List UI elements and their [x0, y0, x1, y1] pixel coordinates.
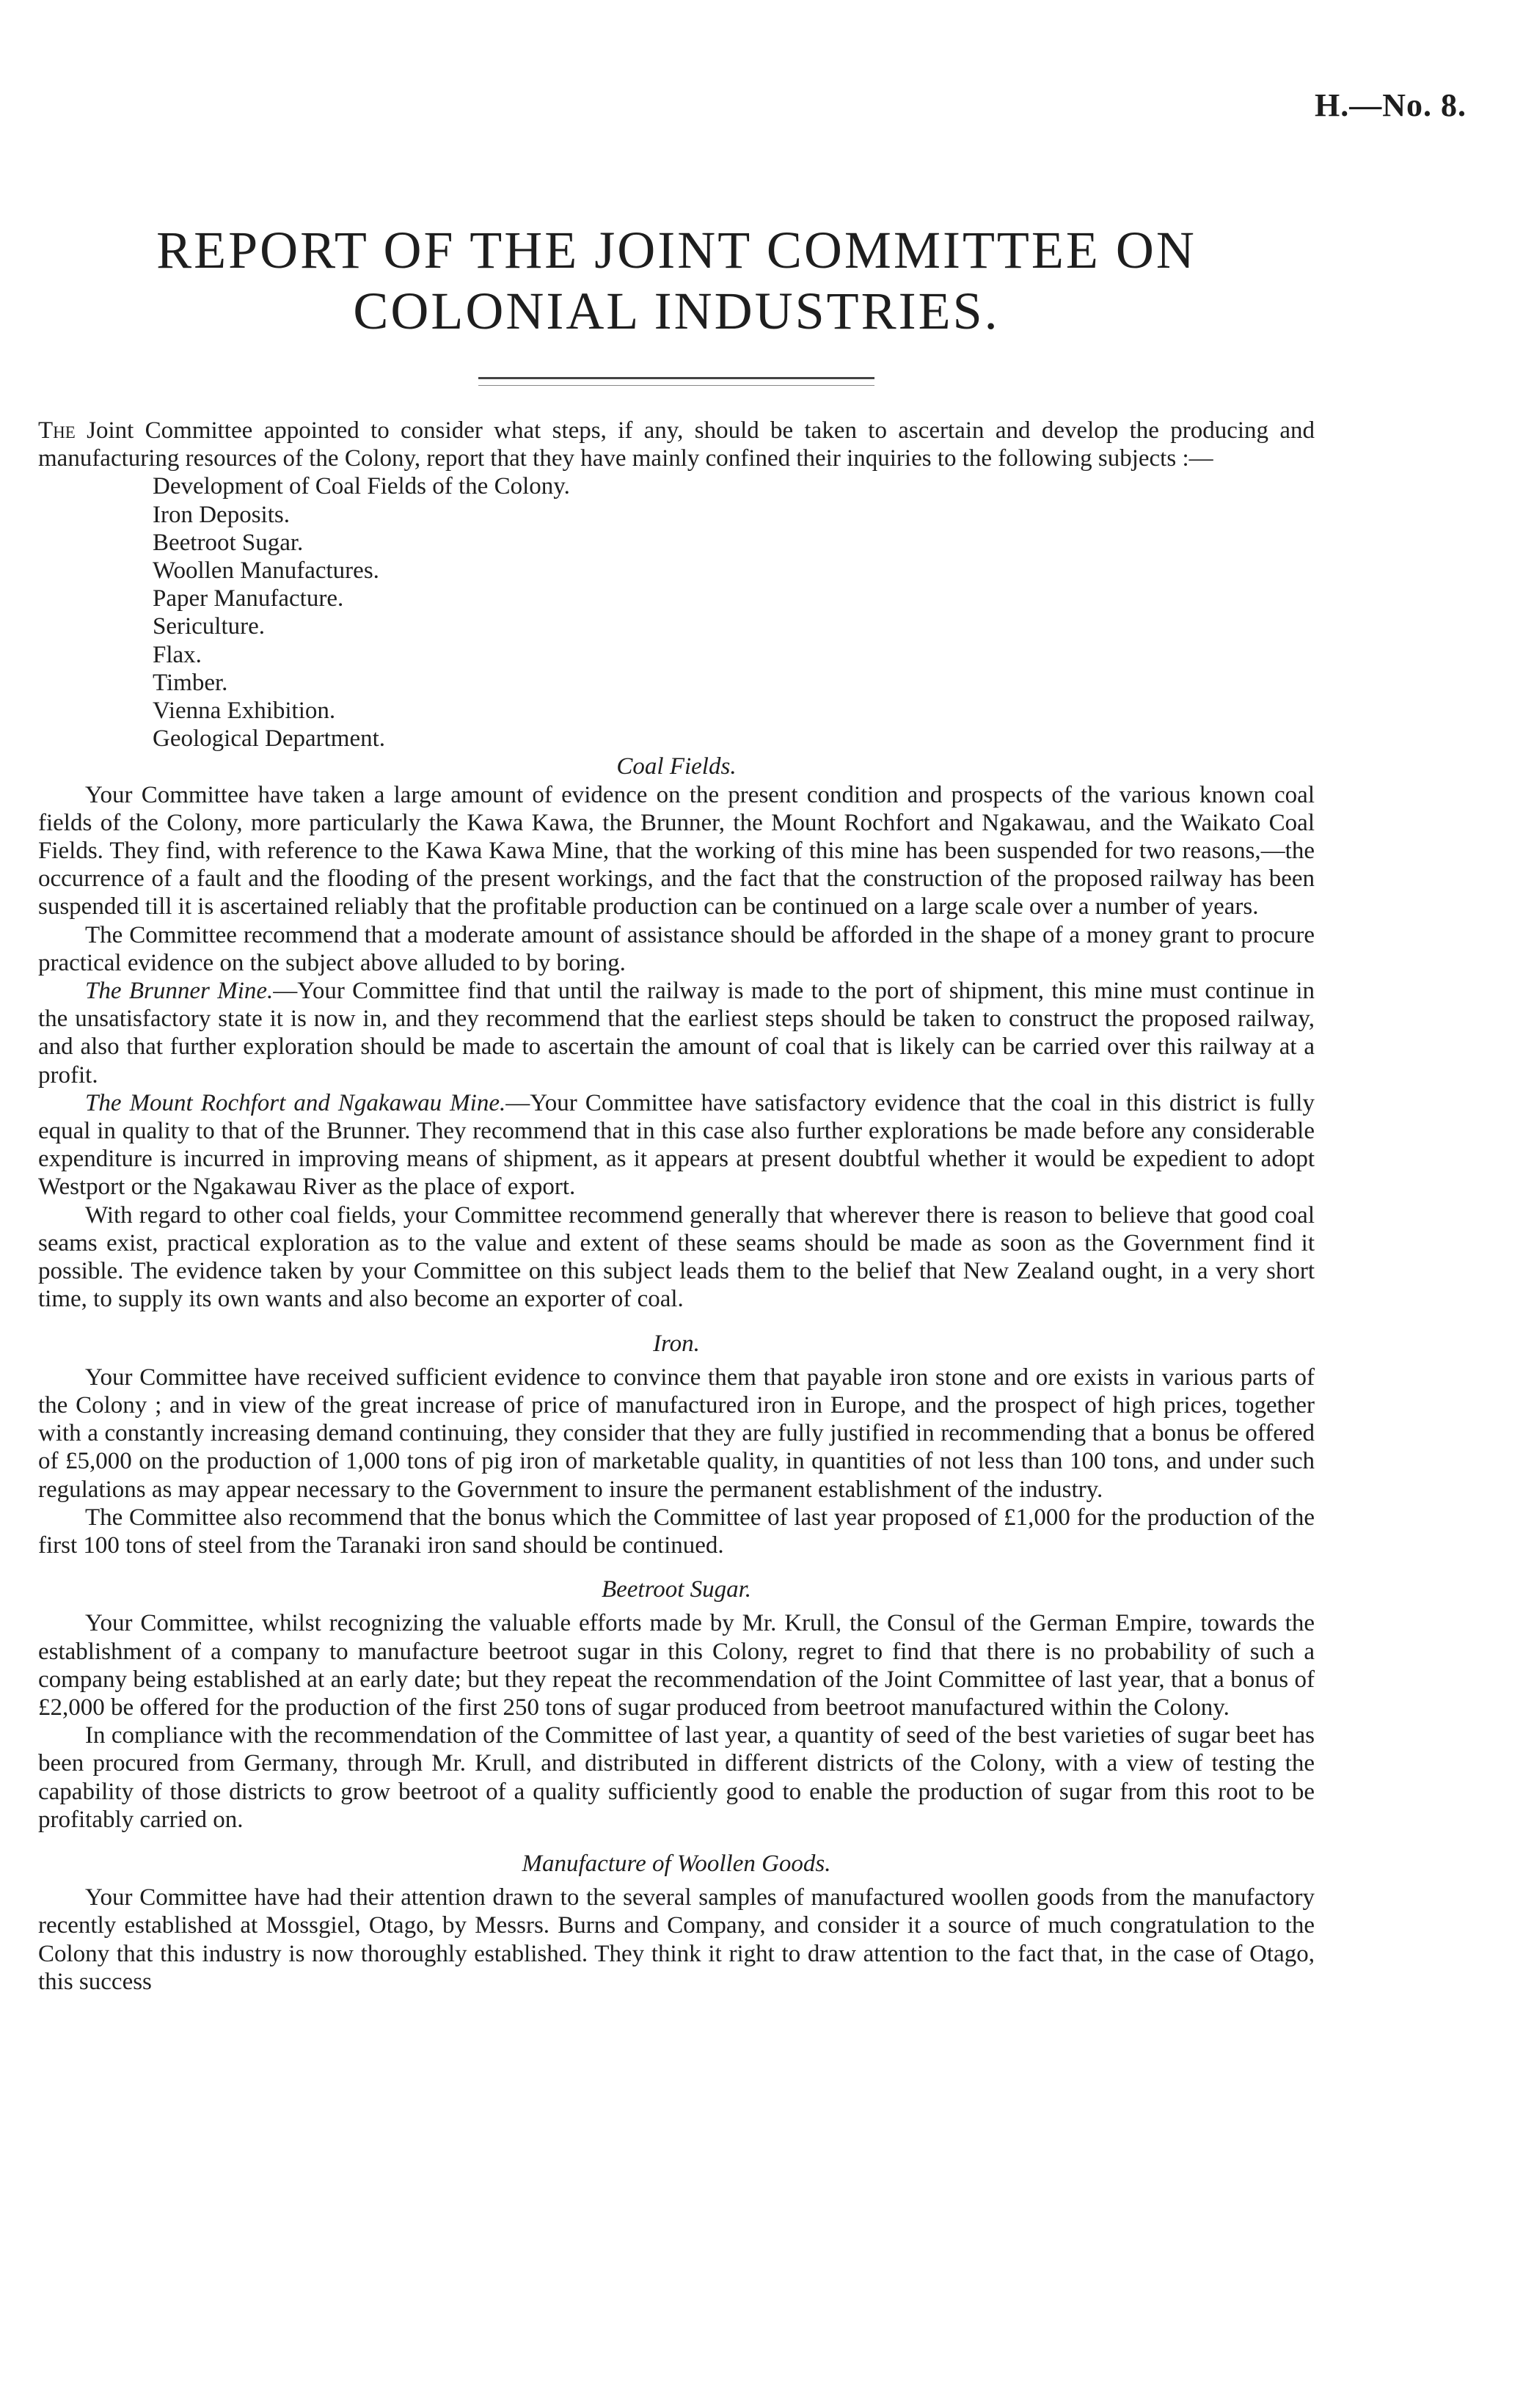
subject-item: Vienna Exhibition. — [153, 698, 336, 725]
report-title: REPORT OF THE JOINT COMMITTEE ON COLONIAL INDUSTRIES. — [156, 221, 1197, 340]
beetroot-paragraph-2: In compliance with the recommendation of the Committee of last year, a quantity of seed of the best varieties of sugar beet has been procured from Germany, through Mr. Krull, and distributed in different districts of the Colony, with a view of testing the capability of those districts to grow beetroot of a quality sufficiently good to enable the production of sugar from this root to be profitably carried on. — [38, 1722, 1315, 1833]
mount-rochfort-paragraph — [38, 1089, 1315, 1201]
brunner-mine-lead: The Brunner Mine. — [85, 978, 274, 1005]
subject-item: Woollen Manufactures. — [153, 557, 379, 585]
subject-item: Paper Manufacture. — [153, 585, 344, 612]
subject-item: Development of Coal Fields of the Colony. — [153, 473, 570, 500]
subject-item: Sericulture. — [153, 613, 266, 640]
mount-rochfort-text: —Your Committee have satisfactory evidence that the coal in this district is fully equal in quality to that of the Brunner. They recommend that in this case also further explorations be made before any considerable expenditure is incurred in improving means of shipment, as it appears at present doubtful whether it would be expedient to adopt Westport or the Ngakawau River as the place of export. — [38, 1089, 1315, 1201]
subjects-list — [38, 472, 1315, 753]
intro-paragraph — [38, 417, 1315, 472]
section-heading-woollen-goods: Manufacture of Woollen Goods. — [522, 1850, 831, 1877]
beetroot-paragraph-1: Your Committee, whilst recognizing the valuable efforts made by Mr. Krull, the Consul of the German Empire, towards the establishment of a company to manufacture beetroot sugar in this Colony, regret to find that there is no probability of such a company being established at an early date; but they repeat the recommendation of the Joint Committee of last year, that a bonus of £2,000 be offered for the production of the first 250 tons of sugar produced from beetroot manufactured within the Colony. — [38, 1610, 1315, 1721]
section-heading-iron: Iron. — [653, 1330, 700, 1357]
mount-rochfort-lead: The Mount Rochfort and Ngakawau Mine. — [85, 1089, 506, 1116]
coal-paragraph-2: The Committee recommend that a moderate amount of assistance should be afforded in the shape of a money grant to procure practical evidence on the subject above alluded to by boring. — [38, 921, 1315, 976]
iron-paragraph-1: Your Committee have received sufficient evidence to convince them that payable iron stone and ore exists in various parts of the Colony ; and in view of the great increase of price of manufactured iron in Europe, and the prospect of high prices, together with a constantly increasing demand continuing, they consider that they are fully justified in recommending that a bonus be offered of £5,000 on the production of 1,000 tons of pig iron of marketable quality, in quantities of not less than 100 tons, and under such regulations as may appear necessary to the Government to insure the permanent establishment of the industry. — [38, 1364, 1315, 1503]
coal-paragraph-5: With regard to other coal fields, your Committee recommend generally that wherever there is reason to believe that good coal seams exist, practical exploration as to the value and extent of these seams should be made as soon as the Government find it possible. The evidence taken by your Committee on this subject leads them to the belief that New Zealand ought, in a very short time, to supply its own wants and also become an exporter of coal. — [38, 1201, 1315, 1313]
subject-item: Timber. — [153, 669, 228, 696]
intro-lead-word: The — [38, 417, 76, 444]
intro-text: Joint Committee appointed to consider what steps, if any, should be taken to ascertain and develop the producing and manufacturing resources of the Colony, report that they have mainly confined their inquiries to the following subjects :— — [38, 417, 1315, 472]
subject-item: Beetroot Sugar. — [153, 529, 304, 556]
subject-item: Geological Department. — [153, 725, 386, 753]
section-heading-coal-fields: Coal Fields. — [616, 753, 737, 780]
title-divider — [478, 377, 874, 386]
brunner-mine-paragraph — [38, 977, 1315, 1089]
iron-paragraph-2: The Committee also recommend that the bonus which the Committee of last year proposed of £1,000 for the production of the first 100 tons of steel from the Taranaki iron sand should be continued. — [38, 1504, 1315, 1559]
coal-paragraph-1: Your Committee have taken a large amount of evidence on the present condition and prospects of the various known coal fields of the Colony, more particularly the Kawa Kawa, the Brunner, the Mount Rochfort and Ngakawau, and the Waikato Coal Fields. They find, with reference to the Kawa Kawa Mine, that the working of this mine has been suspended for two reasons,—the occurrence of a fault and the flooding of the present workings, and the fact that the construction of the proposed railway has been suspended till it is ascertained reliably that the profitable production can be continued on a large scale over a number of years. — [38, 781, 1315, 921]
section-heading-beetroot-sugar: Beetroot Sugar. — [601, 1576, 752, 1603]
subject-item: Flax. — [153, 641, 202, 668]
subject-item: Iron Deposits. — [153, 501, 290, 528]
brunner-mine-text: —Your Committee find that until the railway is made to the port of shipment, this mine must continue in the unsatisfactory state it is now in, and they recommend that the earliest steps should be taken to construct the proposed railway, and also that further exploration should be made to ascertain the amount of coal that is likely can be carried over this railway at a profit. — [38, 978, 1315, 1088]
woollen-paragraph-1: Your Committee have had their attention drawn to the several samples of manufactured woollen goods from the manufactory recently established at Mossgiel, Otago, by Messrs. Burns and Company, and consider it a source of much congratulation to the Colony that this industry is now thoroughly established. They think it right to draw attention to the fact that, in the case of Otago, this success — [38, 1884, 1315, 1995]
report-body — [38, 220, 1315, 1996]
page-reference: H.—No. 8. — [1315, 87, 1467, 123]
